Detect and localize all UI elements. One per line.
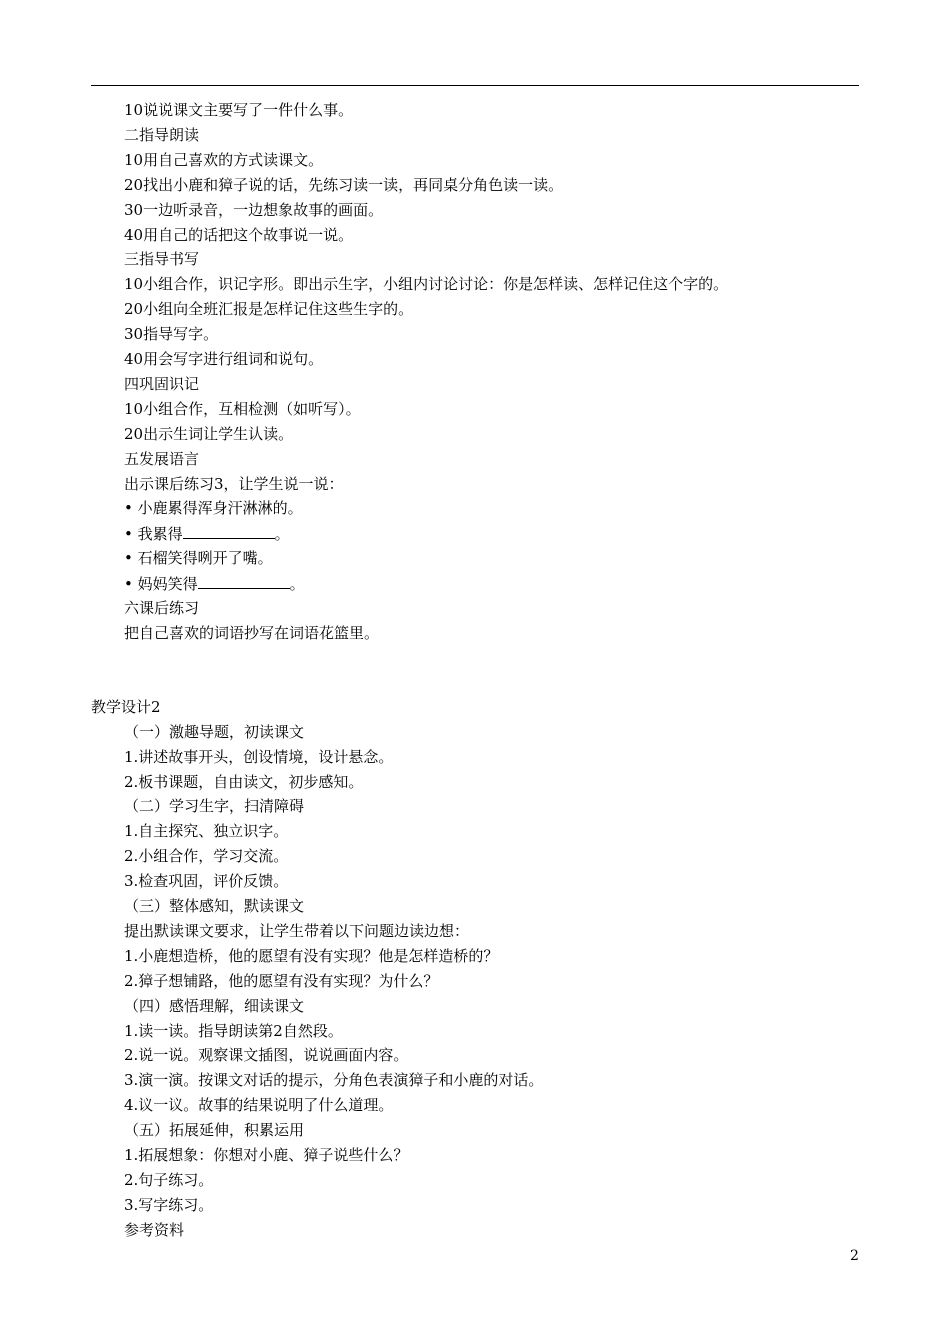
bullet-text: • 我累得 <box>124 525 183 543</box>
text-line: 4.议一议。故事的结果说明了什么道理。 <box>124 1096 394 1114</box>
text-line: 2.小组合作，学习交流。 <box>124 847 289 865</box>
section-heading: （一）激趣导题，初读课文 <box>124 723 305 741</box>
section-heading: 六课后练习 <box>124 599 200 617</box>
text-line: 2.板书课题，自由读文，初步感知。 <box>124 773 364 791</box>
section-heading: 参考资料 <box>124 1221 185 1239</box>
bullet-item-with-blank <box>124 574 305 593</box>
text-line: 40用会写字进行组词和说句。 <box>124 350 324 368</box>
section-heading: 二指导朗读 <box>124 126 200 144</box>
text-line: 2.说一说。观察课文插图，说说画面内容。 <box>124 1046 409 1064</box>
text-line: 2.句子练习。 <box>124 1171 214 1189</box>
section-heading: （四）感悟理解，细读课文 <box>124 997 305 1015</box>
text-line: 10小组合作，互相检测（如听写）。 <box>124 400 361 418</box>
fill-in-blank <box>183 524 275 539</box>
bullet-item: • 石榴笑得咧开了嘴。 <box>124 549 273 567</box>
text-line: 3.检查巩固，评价反馈。 <box>124 872 289 890</box>
text-line: 30一边听录音，一边想象故事的画面。 <box>124 201 384 219</box>
page-number: 2 <box>850 1248 859 1264</box>
text-line: 10小组合作，识记字形。即出示生字，小组内讨论讨论：你是怎样读、怎样记住这个字的。 <box>124 275 729 293</box>
bullet-item-with-blank <box>124 524 290 543</box>
header-rule <box>91 85 859 86</box>
fill-in-blank <box>198 574 290 589</box>
text-line: 20出示生词让学生认读。 <box>124 425 294 443</box>
section-heading: 四巩固识记 <box>124 375 200 393</box>
text-line: 20小组向全班汇报是怎样记住这些生字的。 <box>124 300 414 318</box>
text-line: 2.獐子想铺路，他的愿望有没有实现？为什么？ <box>124 972 439 990</box>
text-line: 1.自主探究、独立识字。 <box>124 822 289 840</box>
text-line: 20找出小鹿和獐子说的话，先练习读一读，再同桌分角色读一读。 <box>124 176 564 194</box>
section-heading: 五发展语言 <box>124 450 200 468</box>
section-heading: 三指导书写 <box>124 250 200 268</box>
text-line: 30指导写字。 <box>124 325 219 343</box>
text-line: 1.拓展想象：你想对小鹿、獐子说些什么？ <box>124 1146 409 1164</box>
text-line: 把自己喜欢的词语抄写在词语花篮里。 <box>124 624 380 642</box>
text-line: 3.演一演。按课文对话的提示，分角色表演獐子和小鹿的对话。 <box>124 1071 544 1089</box>
bullet-end: 。 <box>274 525 290 543</box>
text-line: 10用自己喜欢的方式读课文。 <box>124 151 324 169</box>
section-heading: （五）拓展延伸，积累运用 <box>124 1121 305 1139</box>
section-heading: （三）整体感知，默读课文 <box>124 897 305 915</box>
text-line: 3.写字练习。 <box>124 1196 214 1214</box>
text-line: 出示课后练习3，让学生说一说： <box>124 475 344 493</box>
text-line: 10说说课文主要写了一件什么事。 <box>124 101 354 119</box>
section-heading: （二）学习生字，扫清障碍 <box>124 797 305 815</box>
design-title: 教学设计2 <box>91 698 161 716</box>
text-line: 1.读一读。指导朗读第2自然段。 <box>124 1022 343 1040</box>
text-line: 1.小鹿想造桥，他的愿望有没有实现？他是怎样造桥的？ <box>124 947 499 965</box>
bullet-end: 。 <box>289 575 305 593</box>
bullet-item: • 小鹿累得浑身汗淋淋的。 <box>124 499 303 517</box>
text-line: 提出默读课文要求，让学生带着以下问题边读边想： <box>124 922 470 940</box>
text-line: 40用自己的话把这个故事说一说。 <box>124 226 354 244</box>
text-line: 1.讲述故事开头，创设情境，设计悬念。 <box>124 748 394 766</box>
bullet-text: • 妈妈笑得 <box>124 575 198 593</box>
